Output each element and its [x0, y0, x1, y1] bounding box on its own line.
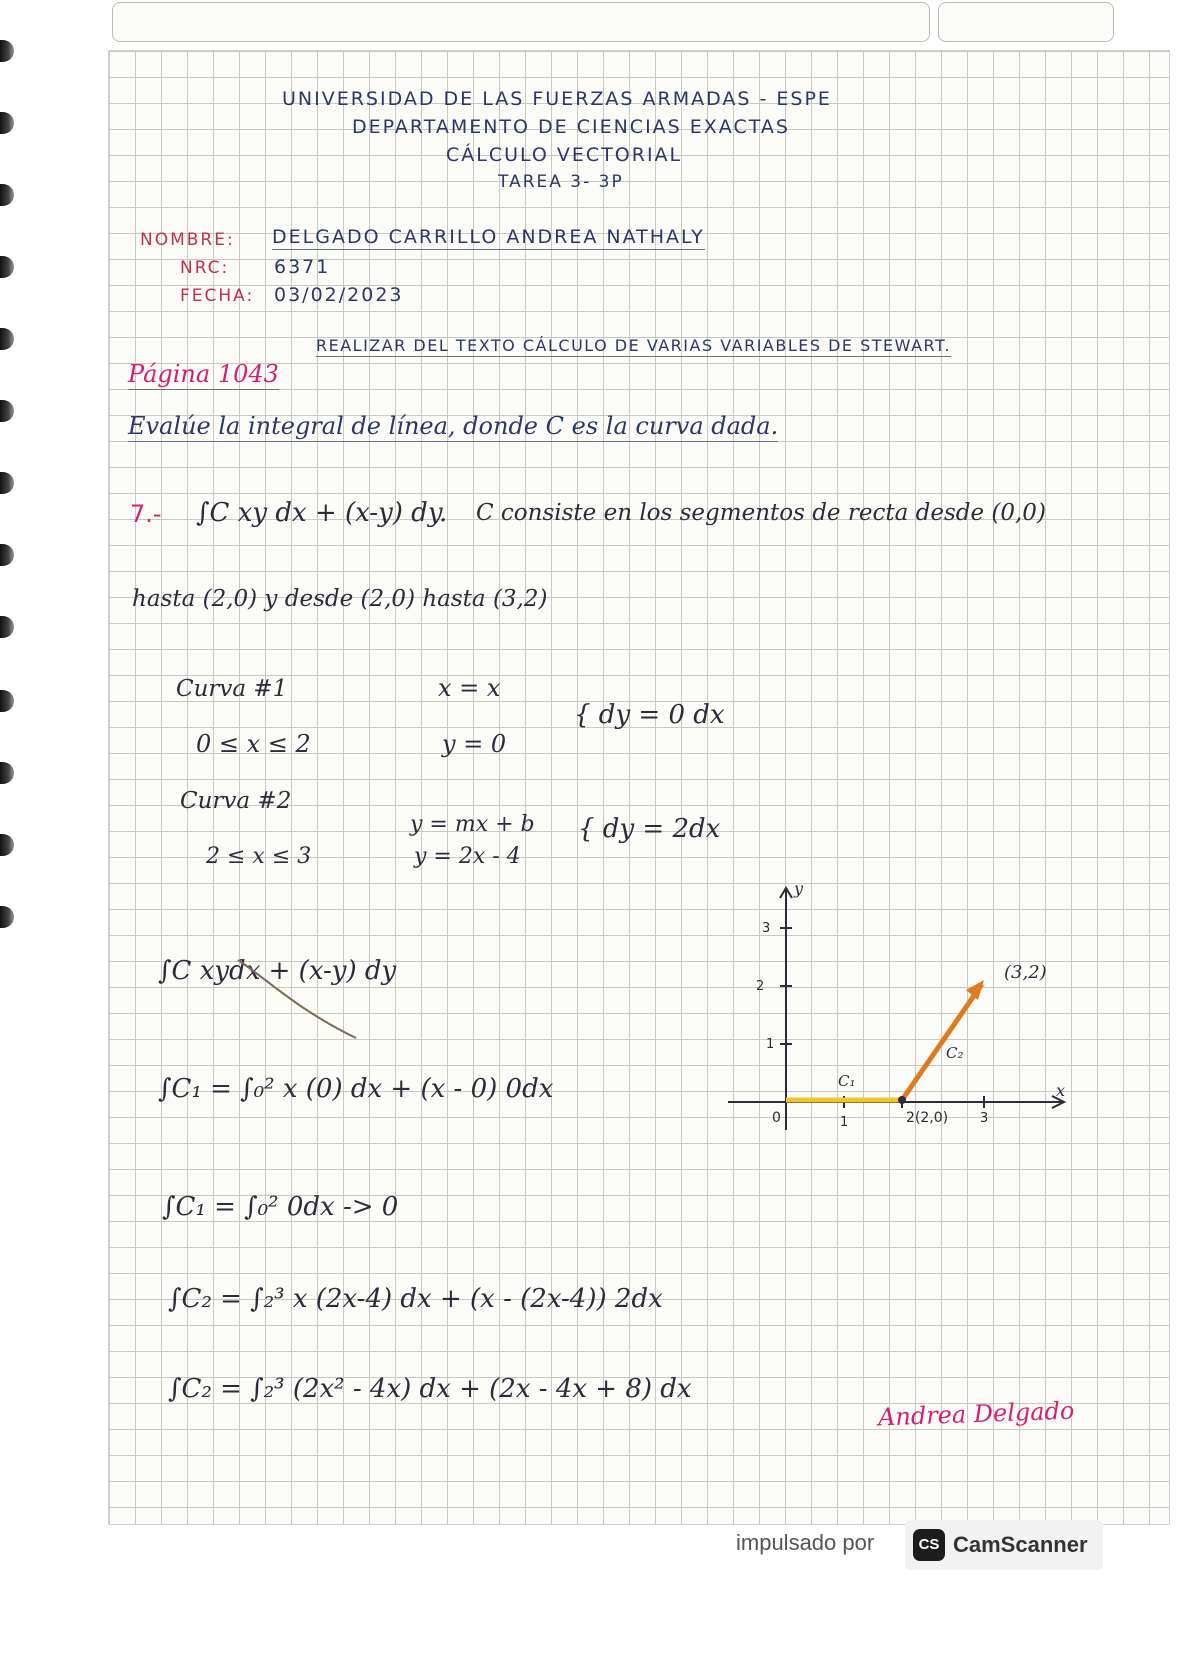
- date-label: FECHA:: [180, 286, 255, 306]
- x-tick-label-3: 3: [980, 1111, 989, 1126]
- problem-prompt: Evalúe la integral de línea, donde C es la curva dada.: [128, 412, 779, 440]
- nrc-label: NRC:: [180, 258, 230, 278]
- name-value: DELGADO CARRILLO ANDREA NATHALY: [272, 226, 705, 248]
- curve2-line: y = mx + b: [410, 812, 535, 837]
- origin-label: 0: [772, 1110, 781, 1126]
- curve1-dy: { dy = 0 dx: [574, 700, 725, 730]
- assignment-title: TAREA 3- 3P: [498, 172, 624, 192]
- binding-ring: [0, 906, 14, 928]
- curve2-dy: { dy = 2dx: [578, 814, 721, 844]
- x-tick-label-2: 2(2,0): [906, 1110, 949, 1126]
- segment-c2-arrowhead: [966, 980, 984, 1000]
- x-tick-label-1: 1: [840, 1115, 849, 1130]
- curve2-range: 2 ≤ x ≤ 3: [206, 844, 312, 869]
- date-value: 03/02/2023: [274, 284, 404, 306]
- curve1-y: y = 0: [442, 730, 507, 758]
- signature: Andrea Delgado: [877, 1396, 1075, 1432]
- binding-ring: [0, 690, 14, 712]
- binding-ring: [0, 40, 14, 62]
- camscanner-badge: [905, 1520, 1103, 1570]
- curve-graph: [722, 880, 1082, 1150]
- segment-c2: [902, 984, 982, 1100]
- work-line-0: ∫C xydx + (x-y) dy: [158, 956, 397, 986]
- y-tick-label-3: 3: [762, 921, 771, 936]
- curve1-title: Curva #1: [176, 676, 288, 702]
- work-line-1: ∫C₁ = ∫₀² x (0) dx + (x - 0) 0dx: [158, 1074, 554, 1104]
- instruction-text: REALIZAR DEL TEXTO CÁLCULO DE VARIAS VARIABLES DE STEWART.: [316, 336, 951, 355]
- course-name: CÁLCULO VECTORIAL: [446, 144, 683, 166]
- c1-label: C₁: [838, 1072, 856, 1090]
- university-name: UNIVERSIDAD DE LAS FUERZAS ARMADAS - ESPE: [282, 88, 832, 110]
- binding-ring: [0, 328, 14, 350]
- binding-ring: [0, 184, 14, 206]
- binding-ring: [0, 400, 14, 422]
- binding-ring: [0, 256, 14, 278]
- binding-ring: [0, 616, 14, 638]
- nrc-value: 6371: [274, 256, 331, 278]
- camscanner-logo-icon: CS: [913, 1529, 945, 1561]
- name-label: NOMBRE:: [140, 230, 235, 250]
- binding-ring: [0, 472, 14, 494]
- work-line-2: ∫C₁ = ∫₀² 0dx -> 0: [162, 1192, 399, 1222]
- curve1-range: 0 ≤ x ≤ 2: [196, 730, 311, 758]
- problem-number: 7.-: [130, 500, 162, 528]
- work-line-4: ∫C₂ = ∫₂³ (2x² - 4x) dx + (2x - 4x + 8) dx: [168, 1374, 692, 1404]
- notebook-header-box: [112, 2, 930, 42]
- binding-ring: [0, 544, 14, 566]
- curve2-eq: y = 2x - 4: [414, 844, 521, 869]
- point-2-0: [898, 1096, 906, 1104]
- endpoint-label: (3,2): [1004, 962, 1047, 983]
- curve2-title: Curva #2: [180, 788, 292, 814]
- notebook-date-box: [938, 2, 1114, 42]
- problem-statement-2: hasta (2,0) y desde (2,0) hasta (3,2): [132, 586, 548, 612]
- department-name: DEPARTAMENTO DE CIENCIAS EXACTAS: [352, 116, 790, 138]
- page-reference: Página 1043: [128, 360, 279, 388]
- y-tick-label-1: 1: [766, 1037, 775, 1052]
- problem-statement-1: C consiste en los segmentos de recta desde (0,0): [476, 500, 1046, 526]
- problem-integral: ∫C xy dx + (x-y) dy.: [196, 498, 448, 528]
- c2-label: C₂: [946, 1044, 964, 1062]
- cross-out-stroke: [228, 940, 368, 1050]
- curve1-x: x = x: [438, 674, 501, 702]
- work-line-3: ∫C₂ = ∫₂³ x (2x-4) dx + (x - (2x-4)) 2dx: [168, 1284, 663, 1314]
- binding-ring: [0, 112, 14, 134]
- x-axis-label: x: [1056, 1081, 1066, 1100]
- binding-ring: [0, 834, 14, 856]
- y-tick-label-2: 2: [756, 979, 765, 994]
- camscanner-brand: CamScanner: [953, 1532, 1088, 1557]
- y-axis-label: y: [794, 880, 804, 898]
- binding-ring: [0, 762, 14, 784]
- powered-by-label: impulsado por: [736, 1530, 875, 1555]
